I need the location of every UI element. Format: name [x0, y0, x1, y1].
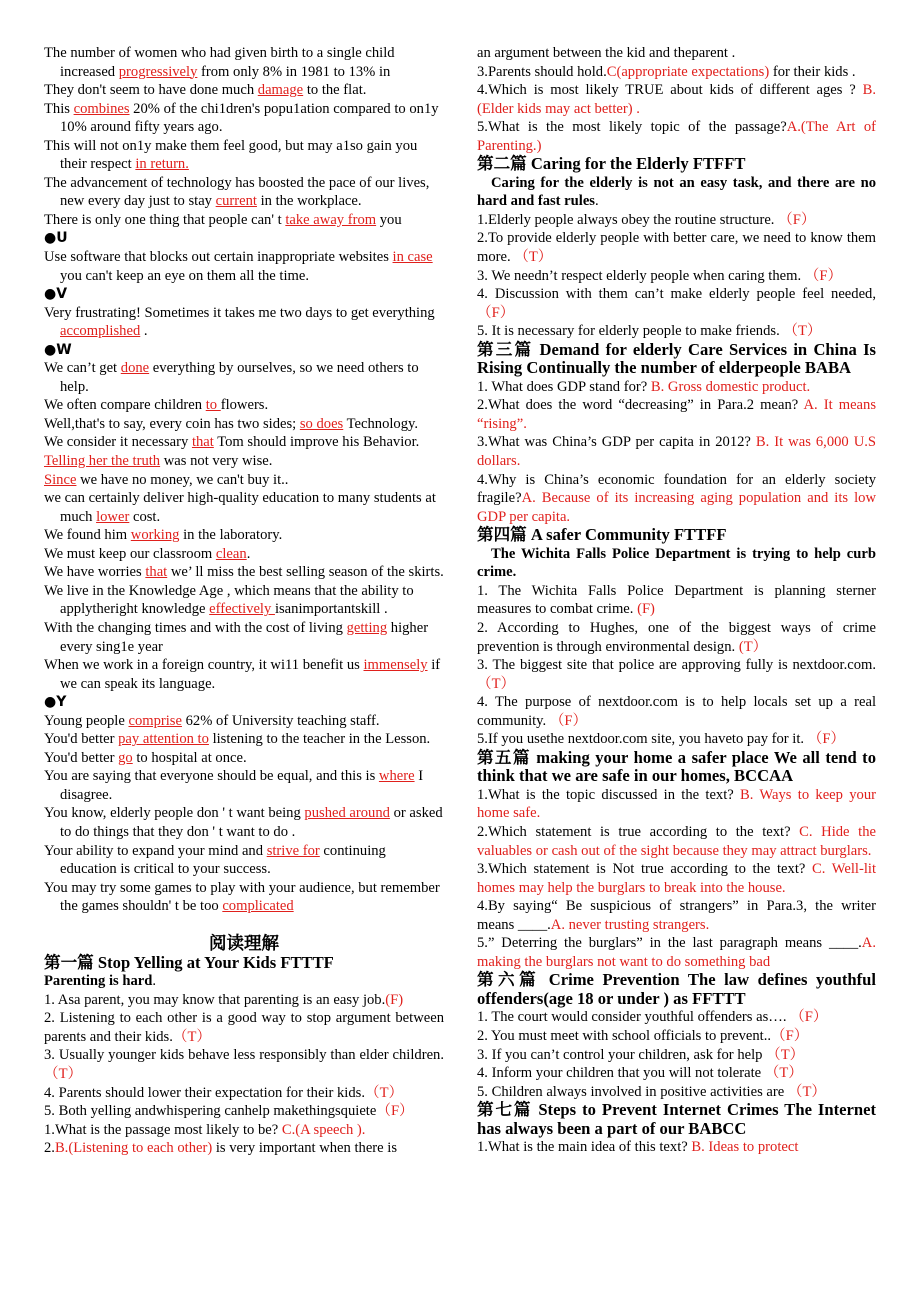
answer-text: （T） — [764, 1065, 803, 1082]
text-fragment: 1. Asa parent, you may know that parenting is an easy job. — [44, 991, 386, 1008]
text-fragment: 第六篇 Crime Prevention The law defines youthful offenders(age 18 or under ) as FFTTT — [477, 970, 876, 1008]
text-fragment: 4.Why is China’s economic foundation for an elderly society fragile? — [477, 471, 876, 507]
text-line — [44, 749, 444, 768]
text-fragment: 1. What does GDP stand for? — [477, 378, 651, 395]
underlined-answer: effectively — [209, 601, 275, 618]
section-title — [44, 933, 444, 953]
passage-heading — [477, 341, 876, 378]
text-line — [44, 100, 444, 137]
text-fragment: from only 8% in 1981 to 13% in — [197, 63, 391, 80]
text-line — [44, 211, 444, 230]
text-fragment: 1.What is the topic discussed in the text? — [477, 786, 741, 803]
text-fragment: 1.Elderly people always obey the routine structure. — [477, 211, 779, 228]
answer-text: （T） — [364, 1084, 404, 1101]
underlined-answer: to — [205, 397, 221, 414]
text-line — [477, 433, 876, 470]
text-fragment: 2. According to Hughes, one of the biggest ways of crime prevention is through environmental design. — [477, 619, 876, 655]
text-line — [44, 526, 444, 545]
text-fragment: . — [140, 323, 148, 340]
underlined-answer: Telling her the truth — [44, 453, 161, 470]
text-fragment: 20% of the chi1dren's popu1ation compared to on1y 10% around fifty years ago. — [60, 100, 439, 136]
text-line — [44, 452, 444, 471]
underlined-answer: that — [145, 564, 168, 581]
underlined-answer: comprise — [128, 712, 182, 729]
text-line — [44, 1102, 444, 1121]
text-fragment: flowers. — [220, 397, 269, 414]
text-line — [477, 1046, 876, 1065]
text-fragment: or asked to do things that they don ' t want to do . — [60, 805, 443, 840]
text-fragment: Technology. — [343, 415, 419, 432]
text-fragment: I disagree. — [60, 768, 424, 803]
text-fragment: you can't keep an eye on them all the time. — [60, 267, 310, 284]
text-line — [477, 285, 876, 322]
text-fragment: we have no money, we can't buy it.. — [76, 471, 289, 488]
text-fragment: listening to the teacher in the Lesson. — [208, 731, 431, 748]
text-fragment: in the workplace. — [256, 193, 362, 210]
answer-text: B. It was 6,000 U.S dollars. — [477, 434, 876, 470]
text-fragment: 5. It is necessary for elderly people to make friends. — [477, 323, 784, 340]
text-fragment: 4. The purpose of nextdoor.com is to help locals set up a real community. — [477, 694, 876, 729]
underlined-answer: clean — [215, 545, 247, 562]
text-fragment: Well,that's to say, every coin has two sides; — [44, 415, 300, 432]
text-fragment: you — [376, 211, 402, 228]
text-fragment: 2. You must meet with school officials to prevent.. — [477, 1027, 772, 1044]
passage-heading — [477, 526, 876, 545]
text-line — [44, 1139, 444, 1158]
answer-text: （T） — [783, 323, 822, 340]
underlined-answer: go — [118, 749, 133, 766]
text-fragment: You'd better — [44, 731, 119, 748]
answer-text: （T） — [44, 1065, 83, 1082]
underlined-answer: current — [215, 193, 257, 210]
text-fragment: The number of women who had given birth to a single child increased — [44, 45, 395, 80]
answer-text: A.(The Art of Parenting.) — [477, 119, 876, 154]
text-fragment: Your ability to expand your mind and — [44, 842, 267, 859]
text-line — [477, 322, 876, 341]
text-fragment: 第一篇 Stop Yelling at Your Kids FTTTF — [44, 952, 334, 972]
text-line — [44, 433, 444, 452]
letter-bullet — [44, 285, 444, 304]
text-fragment: 第四篇 A safer Community FTTFF — [477, 525, 727, 545]
text-line — [44, 563, 444, 582]
text-line — [44, 137, 444, 174]
text-line — [477, 823, 876, 860]
text-fragment: cost. — [129, 508, 161, 525]
text-fragment: 1.What is the passage most likely to be? — [44, 1121, 282, 1138]
text-fragment: 3. We needn’t respect elderly people when caring them. — [477, 267, 805, 284]
text-fragment: 3. Usually younger kids behave less responsibly than elder children. — [44, 1047, 444, 1064]
text-fragment: in the laboratory. — [179, 527, 283, 544]
text-line — [477, 619, 876, 656]
text-fragment: if we can speak its language. — [60, 657, 441, 692]
text-fragment: 2.What does the word “decreasing” in Para.2 mean? — [477, 397, 804, 414]
text-line — [477, 897, 876, 934]
text-line — [44, 396, 444, 415]
answer-text: A. never trusting strangers. — [550, 916, 710, 933]
text-line — [44, 804, 444, 841]
text-fragment: to the flat. — [303, 82, 367, 99]
underlined-answer: in case — [392, 249, 433, 266]
answer-text: （T） — [172, 1028, 211, 1045]
answer-text: C(appropriate expectations) — [606, 63, 770, 80]
text-fragment: The Wichita Falls Police Department is trying to help curb crime. — [477, 545, 876, 581]
underlined-answer: Since — [44, 471, 77, 488]
underlined-answer: working — [130, 527, 180, 544]
answer-text: B.(Listening to each other) — [54, 1140, 213, 1157]
text-line — [44, 972, 444, 991]
text-fragment: Young people — [44, 712, 129, 729]
text-line — [44, 471, 444, 490]
answer-text: （F） — [804, 267, 843, 284]
text-line — [477, 656, 876, 693]
text-fragment: 4.Which is most likely TRUE about kids of different ages ? — [477, 82, 863, 99]
answer-text: （F） — [778, 211, 816, 228]
text-fragment: We have worries — [44, 564, 146, 581]
text-fragment: The advancement of technology has boosted the pace of our lives, new every day just to stay — [44, 174, 430, 210]
text-fragment: an argument between the kid and theparent . — [477, 45, 736, 61]
text-line — [477, 1027, 876, 1046]
underlined-answer: pushed around — [304, 805, 390, 822]
text-line — [44, 1046, 444, 1083]
text-line — [477, 267, 876, 286]
answer-text: （T） — [787, 1083, 826, 1100]
underlined-answer: immensely — [363, 657, 428, 674]
text-line — [44, 1121, 444, 1140]
text-line — [44, 359, 444, 396]
text-fragment: ●Y — [44, 694, 67, 711]
text-fragment: 5.What is the most likely topic of the passage? — [477, 119, 787, 136]
text-line — [477, 63, 876, 82]
answer-text: （F） — [376, 1103, 414, 1120]
answer-text: C.(A speech ). — [281, 1121, 366, 1138]
text-line — [44, 619, 444, 656]
text-fragment: We found him — [44, 527, 131, 544]
underlined-answer: that — [191, 434, 214, 451]
underlined-answer: complicated — [222, 898, 294, 915]
text-line — [477, 174, 876, 211]
text-line — [477, 1083, 876, 1102]
answer-text: B. Ways to keep your home safe. — [477, 786, 876, 822]
text-line — [477, 1138, 876, 1157]
text-fragment: everything by ourselves, so we need others to help. — [60, 360, 419, 395]
text-line — [44, 767, 444, 804]
text-fragment: There is only one thing that people can' t — [44, 211, 286, 228]
text-fragment: They don't seem to have done much — [44, 82, 258, 99]
text-line — [44, 730, 444, 749]
text-line — [44, 656, 444, 693]
answer-text: A. It means “rising”. — [477, 397, 876, 432]
text-fragment: 2. — [44, 1140, 55, 1157]
text-fragment: . — [246, 545, 251, 562]
text-fragment: 2.To provide elderly people with better care, we need to know them more. — [477, 230, 876, 266]
text-fragment: continuing education is critical to your success. — [60, 842, 386, 878]
text-fragment: 5.” Deterring the burglars” in the last paragraph means ____. — [477, 935, 862, 952]
text-fragment: We live in the Knowledge Age , which means that the ability to applytheright knowledge — [44, 582, 414, 618]
text-fragment: 5. Both yelling andwhispering canhelp makethingsquiete — [44, 1103, 377, 1120]
text-line — [44, 879, 444, 916]
letter-bullet — [44, 229, 444, 248]
text-fragment: was not very wise. — [160, 453, 273, 470]
underlined-answer: pay attention to — [118, 731, 209, 748]
text-fragment: higher every sing1e year — [60, 619, 429, 655]
text-line — [477, 81, 876, 118]
text-line — [44, 415, 444, 434]
text-line — [477, 396, 876, 433]
text-line — [477, 44, 876, 63]
text-line — [477, 582, 876, 619]
text-fragment: 3.What was China’s GDP per capita in 2012? — [477, 434, 756, 451]
text-fragment: we can certainly deliver high-quality education to many students at much — [44, 490, 436, 525]
text-fragment: . — [152, 973, 157, 990]
underlined-answer: lower — [96, 508, 130, 525]
text-line — [477, 471, 876, 527]
text-fragment: we’ ll miss the best selling season of the skirts. — [167, 564, 444, 581]
underlined-answer: take away from — [285, 211, 377, 228]
answer-text: （F） — [549, 712, 588, 729]
text-line — [44, 1084, 444, 1103]
text-line — [44, 1009, 444, 1046]
answer-text: （F） — [790, 1009, 828, 1026]
answer-text: B.(Elder kids may act better) . — [477, 82, 876, 117]
text-fragment: 2. Listening to each other is a good way to stop argument between parents and their kids. — [44, 1010, 444, 1045]
underlined-answer: in return. — [135, 156, 189, 173]
text-line — [477, 934, 876, 971]
text-fragment: We can’t get — [44, 360, 121, 377]
answer-text: C. Well-lit homes may help the burglars to break into the house. — [477, 861, 876, 896]
text-fragment: 3. The biggest site that police are approving fully is nextdoor.com. — [477, 657, 876, 674]
text-fragment: 第三篇 Demand for elderly Care Services in China Is Rising Continually the number of elderpeople BABA — [477, 339, 876, 378]
text-fragment: 5. Children always involved in positive activities are — [477, 1083, 788, 1100]
text-fragment: for their kids . — [769, 63, 856, 80]
text-fragment: With the changing times and with the cost of living — [44, 619, 347, 636]
answer-text: A. making the burglars not want to do something bad — [477, 935, 876, 970]
text-line — [477, 1008, 876, 1027]
text-line — [44, 304, 444, 341]
text-line — [477, 378, 876, 397]
underlined-answer: getting — [346, 619, 388, 636]
text-fragment: You may try some games to play with your audience, but remember the games shouldn' t be too — [44, 879, 440, 915]
text-fragment: 4. Inform your children that you will not tolerate — [477, 1065, 765, 1082]
text-line — [477, 860, 876, 897]
text-line — [44, 174, 444, 211]
text-fragment: 第七篇 Steps to Prevent Internet Crimes The Internet has always been a part of our BABCC — [477, 1100, 876, 1138]
left-column — [44, 44, 444, 1158]
text-line — [44, 545, 444, 564]
underlined-answer: where — [378, 768, 415, 785]
text-fragment: ●V — [44, 286, 68, 303]
answer-text: （F） — [807, 731, 846, 748]
underlined-answer: strive for — [266, 842, 320, 859]
passage-heading — [477, 1101, 876, 1138]
answer-text: （F） — [771, 1027, 809, 1044]
answer-text: （F） — [477, 304, 515, 321]
answer-text: B. Gross domestic product. — [650, 378, 811, 395]
passage-heading — [477, 971, 876, 1008]
text-line — [44, 44, 444, 81]
text-fragment: 1. The court would consider youthful offenders as…. — [477, 1009, 791, 1026]
text-line — [44, 991, 444, 1010]
text-fragment: 4. Parents should lower their expectation for their kids. — [44, 1084, 365, 1101]
underlined-answer: accomplished — [60, 323, 141, 340]
text-fragment: We consider it necessary — [44, 434, 192, 451]
text-fragment: Very frustrating! Sometimes it takes me two days to get everything — [44, 304, 435, 321]
answer-text: （T） — [766, 1046, 805, 1063]
text-fragment: 2.Which statement is true according to the text? — [477, 823, 800, 840]
text-fragment: This will not on1y make them feel good, but may a1so gain you their respect — [44, 137, 418, 173]
text-fragment: Caring for the elderly is not an easy task, and there are no hard and fast rules — [477, 174, 876, 210]
letter-bullet — [44, 341, 444, 360]
text-fragment: to hospital at once. — [132, 749, 247, 766]
text-line — [477, 1064, 876, 1083]
text-fragment: 5.If you usethe nextdoor.com site, you haveto pay for it. — [477, 731, 808, 748]
text-fragment: Parenting is hard — [44, 973, 153, 990]
text-fragment: 第五篇 making your home a safer place We all tend to think that we are safe in our homes, BCCAA — [477, 747, 876, 786]
text-fragment: We often compare children — [44, 397, 206, 414]
answer-text: （T） — [514, 249, 553, 266]
text-fragment: This — [44, 100, 74, 117]
text-fragment: 1. The Wichita Falls Police Department is planning sterner measures to combat crime. — [477, 582, 876, 618]
letter-bullet — [44, 693, 444, 712]
text-fragment: ●W — [44, 341, 72, 358]
text-fragment: 3.Which statement is Not true according to the text? — [477, 861, 813, 878]
text-line — [477, 118, 876, 155]
text-fragment: . — [594, 193, 599, 210]
answer-text: （T） — [477, 675, 516, 692]
text-line — [477, 786, 876, 823]
underlined-answer: so does — [299, 415, 344, 432]
underlined-answer: damage — [257, 82, 304, 99]
text-fragment: 62% of University teaching staff. — [181, 712, 380, 729]
text-fragment: 4.By saying“ Be suspicious of strangers” in Para.3, the writer means ____. — [477, 898, 876, 933]
text-fragment: isanimportantskill . — [274, 601, 388, 618]
text-fragment: 第二篇 Caring for the Elderly FTFFT — [477, 154, 746, 174]
text-line — [44, 842, 444, 879]
passage-heading — [477, 749, 876, 786]
right-column — [477, 44, 876, 1157]
text-line — [477, 211, 876, 230]
text-fragment: 1.What is the main idea of this text? — [477, 1139, 692, 1156]
text-fragment: 阅读理解 — [209, 932, 279, 953]
answer-text: (F) — [385, 991, 404, 1008]
text-fragment: Tom should improve his Behavior. — [213, 434, 420, 451]
text-fragment: You are saying that everyone should be equal, and this is — [44, 768, 379, 785]
text-fragment: You know, elderly people don ' t want being — [44, 805, 305, 822]
answer-text: C. Hide the valuables or cash out of the sight because they may attract burglars. — [477, 823, 876, 859]
text-fragment: Use software that blocks out certain inappropriate websites — [44, 249, 393, 266]
text-fragment: You'd better — [44, 749, 119, 766]
text-line — [44, 489, 444, 526]
passage-heading — [44, 954, 444, 973]
passage-heading — [477, 155, 876, 174]
text-fragment: 4. Discussion with them can’t make elderly people feel needed, — [477, 286, 876, 303]
text-line — [477, 545, 876, 582]
text-fragment: 3.Parents should hold. — [477, 63, 607, 80]
text-line — [44, 248, 444, 285]
text-line — [44, 712, 444, 731]
underlined-answer: combines — [73, 100, 130, 117]
answer-text: (T） — [738, 638, 768, 655]
text-line — [477, 693, 876, 730]
text-fragment: 3. If you can’t control your children, ask for help — [477, 1046, 767, 1063]
answer-text: B. Ideas to protect — [691, 1139, 799, 1156]
underlined-answer: done — [120, 360, 150, 377]
answer-text: (F) — [637, 601, 655, 618]
text-line — [44, 81, 444, 100]
text-fragment: When we work in a foreign country, it wi11 benefit us — [44, 657, 364, 674]
text-line — [477, 730, 876, 749]
text-fragment: ●U — [44, 230, 68, 247]
answer-text: A. Because of its increasing aging population and its low GDP per capita. — [477, 490, 876, 525]
text-fragment: We must keep our classroom — [44, 545, 216, 562]
text-line — [477, 229, 876, 266]
underlined-answer: progressively — [118, 63, 198, 80]
text-fragment: is very important when there is — [212, 1140, 398, 1157]
text-line — [44, 582, 444, 619]
